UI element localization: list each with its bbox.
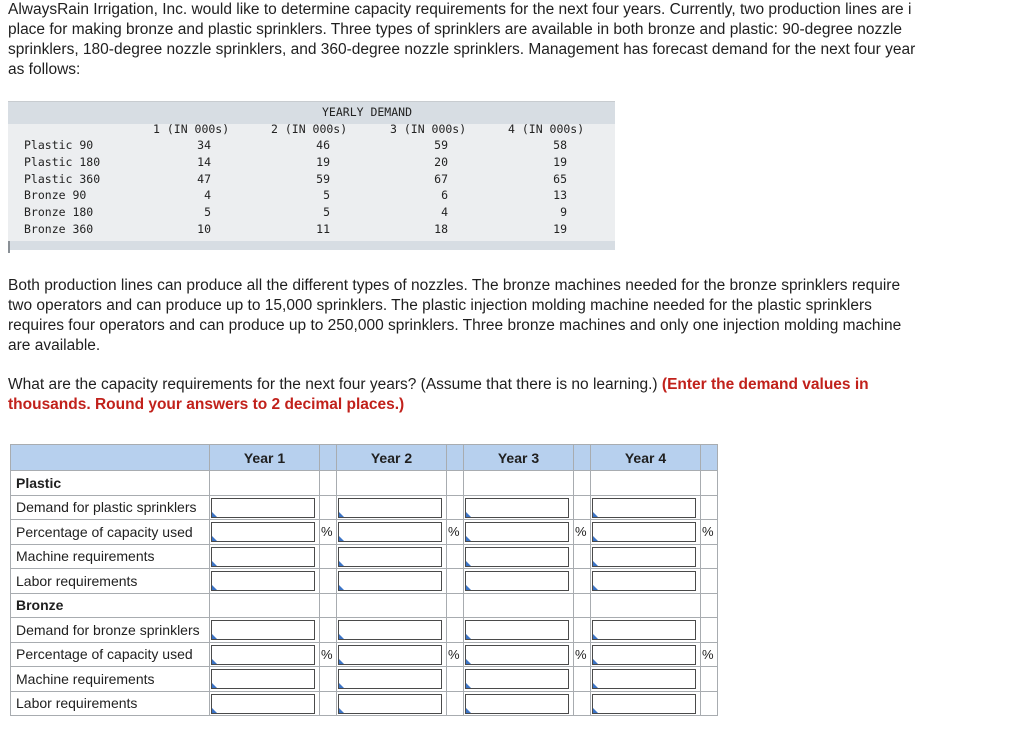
demand-row-label: Plastic 360 — [24, 172, 101, 186]
intro-line: as follows: — [8, 61, 81, 78]
demand-table-footer-bar — [8, 241, 615, 250]
intro-paragraph — [8, 0, 1024, 80]
bronze-labor-year2-input[interactable] — [338, 694, 442, 714]
bronze-labor-year3-input[interactable] — [465, 694, 569, 714]
year-header: Year 1 — [210, 445, 320, 471]
question-instruction: (Enter the demand values in — [661, 376, 869, 393]
plastic-demand-year4-input[interactable] — [592, 498, 696, 518]
plastic-machine-year4-input[interactable] — [592, 547, 696, 567]
constraints-paragraph — [8, 276, 1024, 356]
demand-value: 67 — [434, 172, 448, 186]
row-label: Percentage of capacity used — [11, 642, 210, 667]
demand-value: 18 — [434, 222, 448, 236]
table-row — [11, 691, 718, 716]
demand-column-header: 1 (IN 000s) — [153, 122, 230, 136]
header-blank — [320, 445, 337, 471]
demand-row-label: Bronze 360 — [24, 222, 94, 236]
demand-value: 59 — [316, 172, 330, 186]
plastic-labor-year4-input[interactable] — [592, 571, 696, 591]
bronze-machine-year3-input[interactable] — [465, 669, 569, 689]
demand-value: 19 — [553, 155, 567, 169]
row-label: Machine requirements — [11, 544, 210, 569]
plastic-capacity-pct-year1-input[interactable] — [211, 522, 315, 542]
table-row — [11, 618, 718, 643]
percent-sign: % — [701, 642, 718, 667]
plastic-demand-year2-input[interactable] — [338, 498, 442, 518]
plastic-capacity-pct-year4-input[interactable] — [592, 522, 696, 542]
demand-value: 46 — [316, 138, 330, 152]
constraints-line: are available. — [8, 337, 101, 354]
percent-sign: % — [447, 520, 464, 545]
bronze-labor-year1-input[interactable] — [211, 694, 315, 714]
table-row — [11, 642, 718, 667]
demand-value: 9 — [560, 205, 567, 219]
demand-value: 5 — [323, 205, 330, 219]
plastic-machine-year3-input[interactable] — [465, 547, 569, 567]
section-label-bronze: Bronze — [11, 593, 210, 618]
demand-value: 5 — [323, 188, 330, 202]
demand-value: 47 — [197, 172, 211, 186]
demand-table-title: YEARLY DEMAND — [322, 105, 413, 119]
demand-value: 10 — [197, 222, 211, 236]
percent-sign: % — [574, 520, 591, 545]
section-row — [11, 471, 718, 496]
demand-value: 11 — [316, 222, 330, 236]
intro-line: sprinklers, 180-degree nozzle sprinklers, and 360-degree nozzle sprinklers. Management has forecast demand for the next four year — [8, 41, 916, 58]
demand-row-label: Plastic 180 — [24, 155, 101, 169]
capacity-answer-table — [10, 444, 718, 716]
demand-value: 13 — [553, 188, 567, 202]
constraints-line: requires four operators and can produce up to 250,000 sprinklers. Three bronze machines and only one injection molding machine — [8, 317, 902, 334]
year-header: Year 3 — [464, 445, 574, 471]
answer-header-row — [11, 445, 718, 471]
plastic-capacity-pct-year3-input[interactable] — [465, 522, 569, 542]
row-label: Demand for bronze sprinklers — [11, 618, 210, 643]
percent-sign: % — [320, 642, 337, 667]
bronze-machine-year1-input[interactable] — [211, 669, 315, 689]
question-text — [8, 375, 1024, 415]
bronze-machine-year2-input[interactable] — [338, 669, 442, 689]
percent-sign: % — [574, 642, 591, 667]
table-row — [11, 667, 718, 692]
demand-value: 6 — [441, 188, 448, 202]
row-label: Labor requirements — [11, 691, 210, 716]
bronze-labor-year4-input[interactable] — [592, 694, 696, 714]
question-instruction: thousands. Round your answers to 2 decimal places.) — [8, 396, 405, 413]
demand-value: 19 — [553, 222, 567, 236]
demand-value: 34 — [197, 138, 211, 152]
percent-sign: % — [447, 642, 464, 667]
bronze-capacity-pct-year1-input[interactable] — [211, 645, 315, 665]
bronze-demand-year1-input[interactable] — [211, 620, 315, 640]
demand-value: 19 — [316, 155, 330, 169]
percent-sign: % — [320, 520, 337, 545]
percent-sign: % — [701, 520, 718, 545]
plastic-capacity-pct-year2-input[interactable] — [338, 522, 442, 542]
bronze-demand-year2-input[interactable] — [338, 620, 442, 640]
constraints-line: two operators and can produce up to 15,000 sprinklers. The plastic injection molding machine needed for the plastic sprinklers — [8, 297, 872, 314]
bronze-capacity-pct-year4-input[interactable] — [592, 645, 696, 665]
demand-table-edge — [8, 241, 10, 253]
year-header: Year 2 — [337, 445, 447, 471]
plastic-labor-year1-input[interactable] — [211, 571, 315, 591]
row-label: Percentage of capacity used — [11, 520, 210, 545]
table-row — [11, 544, 718, 569]
constraints-line: Both production lines can produce all the different types of nozzles. The bronze machines needed for the bronze sprinklers require — [8, 277, 901, 294]
intro-line: AlwaysRain Irrigation, Inc. would like to determine capacity requirements for the next four years. Currently, two production lines are i — [8, 1, 912, 18]
bronze-capacity-pct-year2-input[interactable] — [338, 645, 442, 665]
demand-row-label: Bronze 90 — [24, 188, 87, 202]
demand-column-header: 4 (IN 000s) — [508, 122, 585, 136]
year-header: Year 4 — [591, 445, 701, 471]
table-row — [11, 520, 718, 545]
bronze-demand-year3-input[interactable] — [465, 620, 569, 640]
demand-table-header-bar — [8, 102, 615, 124]
header-blank — [701, 445, 718, 471]
plastic-demand-year1-input[interactable] — [211, 498, 315, 518]
intro-line: place for making bronze and plastic sprinklers. Three types of sprinklers are available in both bronze and plastic: 90-degree nozzle — [8, 21, 903, 38]
plastic-labor-year3-input[interactable] — [465, 571, 569, 591]
section-row — [11, 593, 718, 618]
demand-value: 59 — [434, 138, 448, 152]
row-label: Labor requirements — [11, 569, 210, 594]
header-blank — [574, 445, 591, 471]
demand-value: 65 — [553, 172, 567, 186]
demand-row-label: Bronze 180 — [24, 205, 94, 219]
demand-column-header: 3 (IN 000s) — [390, 122, 467, 136]
row-label: Demand for plastic sprinklers — [11, 495, 210, 520]
demand-value: 14 — [197, 155, 211, 169]
header-blank — [447, 445, 464, 471]
header-blank — [11, 445, 210, 471]
demand-value: 4 — [204, 188, 211, 202]
table-row — [11, 569, 718, 594]
section-label-plastic: Plastic — [11, 471, 210, 496]
bronze-capacity-pct-year3-input[interactable] — [465, 645, 569, 665]
demand-value: 5 — [204, 205, 211, 219]
demand-column-header: 2 (IN 000s) — [271, 122, 348, 136]
plastic-labor-year2-input[interactable] — [338, 571, 442, 591]
table-row — [11, 495, 718, 520]
bronze-demand-year4-input[interactable] — [592, 620, 696, 640]
plastic-demand-year3-input[interactable] — [465, 498, 569, 518]
demand-value: 58 — [553, 138, 567, 152]
bronze-machine-year4-input[interactable] — [592, 669, 696, 689]
plastic-machine-year1-input[interactable] — [211, 547, 315, 567]
plastic-machine-year2-input[interactable] — [338, 547, 442, 567]
demand-row-label: Plastic 90 — [24, 138, 94, 152]
demand-value: 4 — [441, 205, 448, 219]
question-prompt: What are the capacity requirements for the next four years? (Assume that there is no learning.) — [8, 376, 662, 393]
row-label: Machine requirements — [11, 667, 210, 692]
demand-value: 20 — [434, 155, 448, 169]
yearly-demand-table — [8, 101, 615, 250]
